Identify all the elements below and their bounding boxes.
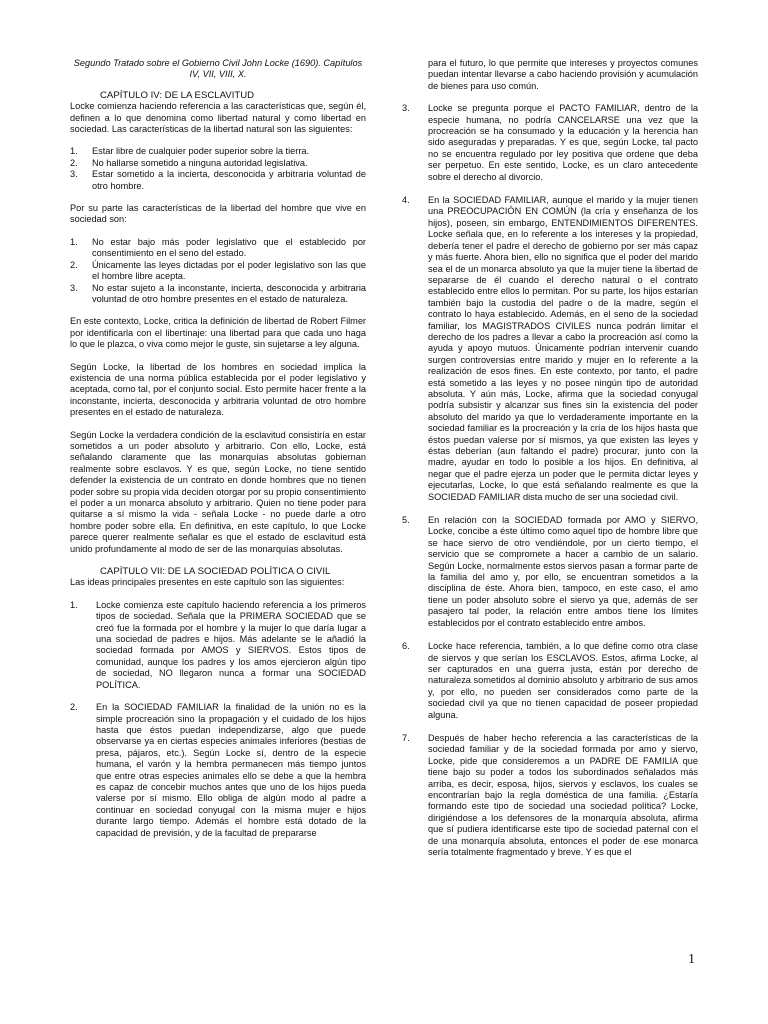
chapter-iv-intro: Locke comienza haciendo referencia a las características que, según él, definen a lo que denomina como libertad natural y como libertad en sociedad. Las características de la libertad natural son las siguientes: [70, 101, 366, 135]
chapter-vii-list [70, 600, 366, 839]
list-item: 3. Locke se pregunta porque el PACTO FAMILIAR, dentro de la especie humana, no podría CANCELARSE una vez que la procreación se ha consumado y la educación y la herencia han sido aseguradas y preparadas. Y es que, según Locke, tal pacto no se encuentra regulado por ley positiva que ordene que deba ser perpetuo. En este sentido, Locke, es un claro antecedente sobre el derecho al divorcio. [402, 103, 698, 182]
chapter-vii-intro: Las ideas principales presentes en este capítulo son las siguientes: [70, 577, 345, 588]
list-item: 7. Después de haber hecho referencia a las características de la sociedad familiar y de la sociedad formada por amo y siervo, Locke, pide que consideremos a un PADRE DE FAMILIA que tiene bajo su poder a todos los subordinados señalados más arriba, es decir, esposa, hijos, siervos y esclavos, los cuales se encontrarían bajo la regla doméstica de una familia. ¿Estaría formando este tipo de sociedad una sociedad política? Locke, dirigiéndose a los defensores de la monarquía absoluta, afirma que sí pudiera identificarse este tipo de sociedad paternal con el de una monarquía absoluta, entonces el poder de ese monarca sería totalmente fragmentado y breve. Y es que el [402, 732, 698, 857]
document-title: Segundo Tratado sobre el Gobierno Civil John Locke (1690). Capítulos IV, VII, VIII, X. [73, 58, 363, 80]
list-item: 4. En la SOCIEDAD FAMILIAR, aunque el marido y la mujer tienen una PREOCUPACIÓN EN COMÚN (la cría y enseñanza de los hijos), poseen, sin embargo, ENTENDIMIENTOS DIFERENTES. Locke señala que, en lo referente a los intereses y la propiedad, debería tener el padre el derecho de gobierno por ser más capaz y más fuerte. Ahora bien, ello no significa que el poder del marido sea el de un monarca absoluto ya que la mujer tiene la libertad de separarse de él cuando el derecho natural o el contrato establecido entre ellos lo permitan. Por su parte, los hijos estarían también bajo la custodia del padre o de la madre, según el contrato lo haya establecido. Además, en el seno de la sociedad familiar, los MAGISTRADOS CIVILES nunca podrán limitar el derecho de los padres a llevar a cabo la procreación así como la ayuda y apoyo mutuos. Únicamente podrían intervenir cuando surgen controversias entre marido y mujer en lo referente a la realización de esos fines. En este contexto, por tanto, el padre está sometido a las leyes y no posee ningún tipo de autoridad absoluta. Y aún más, Locke, afirma que la sociedad conyugal podría subsistir y alcanzar sus fines sin la existencia del poder absoluto del marido ya que lo verdaderamente importante en la sociedad familiar es la procreación y la cría de los hijos hasta que éstos puedan valerse por sí mismos, ya que existen las leyes y éstas deberían (aun faltando el padre) procurar, junto con la madre, ayudar en todo lo posible a los hijos. En definitiva, al negar que el padre ejerza un poder que le permita dictar leyes y ejecutarlas, Locke, lo que está señalando realmente es que la SOCIEDAD FAMILIAR dista mucho de ser una sociedad civil. [402, 195, 698, 502]
paragraph-public-norm: Según Locke, la libertad de los hombres en sociedad implica la existencia de una norma pública establecida por el poder legislativo y aceptada, como tal, por el conjunto social. Esto permite hacer frente a la inconstante, incierta, desconocida y arbitraria voluntad de otro hombre presentes en el estado de naturaleza. [70, 361, 366, 418]
list-item: 1. Estar libre de cualquier poder superior sobre la tierra. [70, 146, 310, 157]
natural-liberty-list [70, 146, 366, 192]
paragraph-slavery: Según Locke la verdadera condición de la esclavitud consistiría en estar sometidos a un poder absoluto y arbitrario. Con ello, Locke, está señalando claramente que las monarquías absolutas gobiernan realmente sobre esclavos. Y es que, según Locke, no tiene sentido defender la existencia de un contrato en donde hombres que no tienen poder sobre su propia vida deciden otorgar por su propio consentimiento el poder a un monarca absoluto y arbitrario. Quien no tiene poder para quitarse a sí mismo la vida - señala Locke - no puede darle a otro hombre poder sobre ella. En definitiva, en este capítulo, lo que Locke parece querer realmente señalar es que el estado de esclavitud está unido profundamente al modo de ser de las monarquías absolutas. [70, 429, 366, 554]
chapter-vii-heading: CAPÍTULO VII: DE LA SOCIEDAD POLÍTICA O CIVIL [100, 566, 331, 578]
chapter-iv-heading: CAPÍTULO IV: DE LA ESCLAVITUD [100, 89, 255, 101]
continued-text: para el futuro, lo que permite que intereses y proyectos comunes puedan intentar llevarse a cabo haciendo provisión y acumulación de bienes para uso común. [428, 58, 698, 91]
right-column [402, 58, 698, 870]
list-item: 1. Locke comienza este capítulo haciendo referencia a los primeros tipos de sociedad. Señala que la PRIMERA SOCIEDAD que se creó fue la formada por el hombre y la mujer lo que daría lugar a una sociedad de padres e hijos. Más adelante se le añadió la sociedad formada por AMOS y SIERVOS. Estos tipos de comunidad, aunque los padres y los amos ejercieron algún tipo de sociedad, NO llegaron nunca a formar una SOCIEDAD POLÍTICA. [70, 599, 366, 690]
list-item: 3. Estar sometido a la incierta, desconocida y arbitraria voluntad de otro hombre. [70, 169, 366, 191]
list-item: 5. En relación con la SOCIEDAD formada por AMO y SIERVO, Locke, concibe a éste último como aquel tipo de hombre libre que se hace siervo de otro vendiéndole, por un cierto tiempo, el servicio que se compromete a hacer a cambio de un salario. Según Locke, normalmente estos siervos pasan a formar parte de la familia del amo y, por ello, se encuentran sometidos a la disciplina de éste. Ahora bien, tampoco, en este caso, el amo tiene un poder absoluto sobre el siervo ya que, además de ser pasajero tal poder, la relación entre ambos tiene los límites establecidos por el contrato establecido entre ambos. [402, 515, 698, 628]
paragraph-filmer: En este contexto, Locke, critica la definición de libertad de Robert Filmer por identificarla con el libertinaje: una libertad para que cada uno haga lo que le plazca, o viva como mejor le guste, sin sujetarse a ley alguna. [70, 316, 366, 350]
list-item: 2. No hallarse sometido a ninguna autoridad legislativa. [70, 157, 308, 168]
list-item: 6. Locke hace referencia, también, a lo que define como otra clase de siervos y que serían los ESCLAVOS. Estos, afirma Locke, al ser capturados en una guerra justa, están por derecho de naturaleza sometidos al dominio absoluto y arbitrario de sus amos y, por ello, no pueden ser considerados como parte de la sociedad civil ya que no tienen capacidad de poseer propiedad alguna. [402, 641, 698, 720]
numbered-points-list [402, 103, 698, 858]
list-item: 2. Únicamente las leyes dictadas por el poder legislativo son las que el hombre libre acepta. [70, 259, 366, 282]
list-item: 2. En la SOCIEDAD FAMILIAR la finalidad de la unión no es la simple procreación sino la propagación y el cuidado de los hijos hasta que éstos puedan independizarse, algo que puede observarse ya en ciertas especies animales inferiores (bestias de presa, pájaros, etc.). Según Locke sí, dentro de la especie humana, el varón y la hembra permanecen más tiempo juntos que entre otras especies animales ello se debe a que la hembra es capaz de concebir muchos antes que uno de los hijos pueda valerse por sí mismo. Ello obliga de algún modo al padre a continuar en sociedad conyugal con la misma mujer e hijos durante largo tiempo. Además el hombre está dotado de la capacidad de previsión, y de la facultad de prepararse [70, 702, 366, 838]
society-liberty-intro: Por su parte las características de la libertad del hombre que vive en sociedad son: [70, 203, 366, 225]
list-item: 3. No estar sujeto a la inconstante, incierta, desconocida y arbitraria voluntad de otro hombre presentes en el estado de naturaleza. [70, 282, 366, 304]
society-liberty-list [70, 237, 366, 305]
page-number: 1 [688, 952, 695, 967]
list-item: 1. No estar bajo más poder legislativo que el establecido por consentimiento en el seno del estado. [70, 236, 366, 259]
left-column [70, 58, 366, 850]
